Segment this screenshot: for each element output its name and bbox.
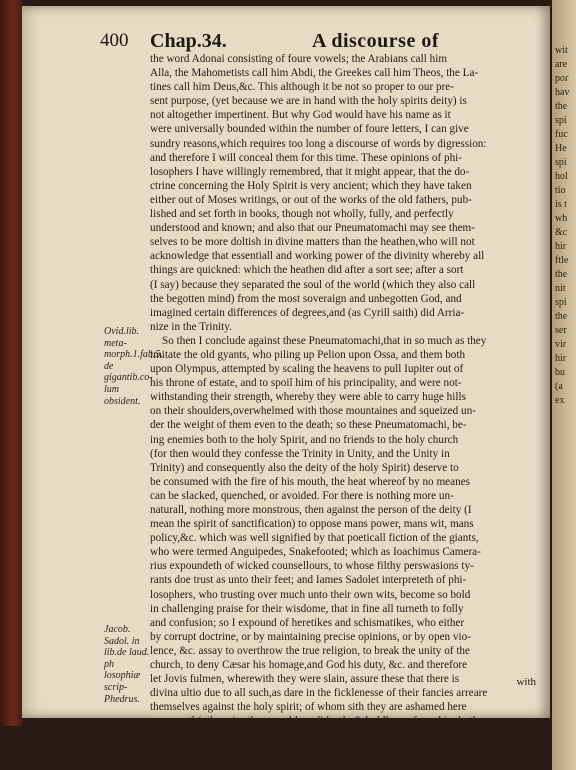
- text-line: acknowledge that essentiall and working power of the divinity whereby all: [150, 250, 485, 263]
- text-line: der the weight of them even to the death; so these Pneumatomachi, be-: [150, 419, 467, 432]
- text-line: Trinity) and consequently also the deity of the holy Spirit) deserve to: [150, 461, 459, 474]
- facing-page-fragment: is t: [555, 199, 567, 210]
- text-line: upon earth(otherwise they would confidently & boldly confesse him both: [150, 715, 479, 728]
- facing-page-fragment: spi: [555, 297, 567, 308]
- text-line: sundry reasons,which requires too long a discourse of words by digression:: [150, 137, 487, 150]
- facing-page-fragment: are: [555, 59, 568, 70]
- text-line: mean the spirit of sanctification) to oppose mans power, mans wit, mans: [150, 518, 474, 531]
- catchword: with: [516, 676, 536, 688]
- text-line: either out of Moses writings, or out of the works of the old fathers, pub-: [150, 193, 472, 206]
- facing-page-fragment: por: [555, 73, 569, 84]
- text-line: selves to be more doltish in divine matters than the heathen,who will not: [150, 236, 475, 249]
- text-line: not altogether impertinent. But why God would have his name as it: [150, 109, 451, 122]
- book-binding: [0, 0, 22, 726]
- facing-page-fragment: the: [555, 101, 568, 112]
- body-text: [150, 52, 536, 729]
- facing-page-fragment: fuc: [555, 129, 568, 140]
- text-line: lished and set forth in books, though not wholly, fully, and perfectly: [150, 208, 454, 221]
- text-line: divina ultio due to all such,as dare in the ficklenesse of their fancies arreare: [150, 687, 488, 700]
- facing-page-fragment: He: [555, 143, 567, 154]
- text-line: and confusion; so I expound of heretikes and schismatikes, who either: [150, 616, 465, 629]
- chapter-heading: Chap.34.: [150, 30, 227, 52]
- text-line: rius expoundeth of wicked counsellours, to whose filthy perswasions ty-: [150, 560, 474, 573]
- facing-page-fragment: spi: [555, 115, 567, 126]
- marginal-note: Ovid.lib. meta- morph.1.fab.5. de gigantib.co- lum obsident.: [104, 326, 163, 407]
- text-line: lence, &c. assay to overthrow the true religion, to break the unity of the: [150, 644, 470, 657]
- facing-page-fragment: vir: [555, 339, 567, 350]
- facing-page-edge: [552, 0, 576, 770]
- facing-page-fragment: bu: [555, 367, 565, 378]
- text-line: (I say) because they separated the soul of the world (which they also call: [150, 278, 476, 291]
- facing-page-fragment: &c: [555, 227, 568, 238]
- facing-page-fragment: the: [555, 311, 568, 322]
- text-line: be consumed with the fire of his mouth, the heat whereof by no meanes: [150, 475, 470, 488]
- text-line: on their shoulders,overwhelmed with those mountaines and squeized un-: [150, 405, 476, 418]
- text-line: sent purpose, (yet because we are in hand with the holy spirits deity) is: [150, 95, 467, 108]
- facing-page-fragment: spi: [555, 157, 567, 168]
- facing-page-fragment: the: [555, 269, 568, 280]
- text-line: themselves against the holy spirit; of whom sith they are ashamed here: [150, 701, 467, 714]
- text-line: withstanding their strength, whereby they were able to carry huge hills: [150, 391, 466, 404]
- text-line: losophers, who trusting over much unto their own wits, become so bold: [150, 588, 471, 601]
- text-line: imitate the old gyants, who piling up Pelion upon Ossa, and them both: [150, 348, 466, 361]
- text-line: tines call him Deus,&c. This although it be not so proper to our pre-: [150, 81, 454, 94]
- text-line: So then I conclude against these Pneumatomachi,that in so much as they: [162, 334, 487, 347]
- text-line: church, to deny Cæsar his homage,and God his duty, &c. and therefore: [150, 659, 468, 672]
- facing-page-fragment: ser: [555, 325, 567, 336]
- text-line: who were termed Anguipedes, Snakefooted; which as Ioachimus Camera-: [150, 546, 481, 559]
- text-line: understood and known; and also that our Pneumatomachi may see them-: [150, 222, 475, 235]
- text-line: Alla, the Mahometists call him Abdi, the Greekes call him Theos, the La-: [150, 67, 479, 80]
- facing-page-fragment: ftle: [555, 255, 569, 266]
- text-line: imagined certain differences of degrees,and (as Cyrill saith) did Arria-: [150, 306, 465, 319]
- text-line: the word Adonai consisting of foure vowels; the Arabians call him: [150, 53, 448, 65]
- facing-page-fragment: hav: [555, 87, 570, 98]
- facing-page-fragment: ex: [555, 395, 565, 406]
- facing-page-fragment: hir: [555, 353, 567, 364]
- running-title: A discourse of: [312, 30, 439, 52]
- facing-page-fragment: hol: [555, 171, 568, 182]
- text-line: nize in the Trinity.: [150, 320, 232, 333]
- text-line: in challenging praise for their wisdome, that in fine all turneth to folly: [150, 602, 464, 615]
- text-line: his throne of estate, and to spoil him of his principality, and were not-: [150, 377, 462, 390]
- text-line: upon Olympus, attempted by scaling the heavens to pull Iupiter out of: [150, 363, 464, 376]
- facing-page-fragment: nit: [555, 283, 566, 294]
- text-line: can be slacked, quenched, or avoided. For there is nothing more un-: [150, 489, 454, 502]
- text-line: by corrupt doctrine, or by maintaining precise opinions, or by open vio-: [150, 630, 471, 643]
- facing-page-fragment: wh: [555, 213, 568, 224]
- page-number: 400: [100, 30, 129, 51]
- text-line: naturall, nothing more monstrous, then against the person of the deity (I: [150, 504, 472, 516]
- text-line: ctrine concerning the Holy Spirit is very ancient; which they have taken: [150, 179, 472, 192]
- text-line: losophers I have willingly remembred, that it might appear, that the do-: [150, 165, 470, 178]
- facing-page-fragment: wit: [555, 45, 568, 56]
- text-line: (for then would they confesse the Trinity in Unity, and the Unity in: [150, 447, 450, 460]
- text-line: rants doe trust as unto their feet; and Iames Sadolet interpreteth of phi-: [150, 574, 467, 587]
- marginal-note: Jacob. Sadol. in lib.de laud. ph losophiæ scrip- Phedrus.: [104, 624, 150, 705]
- facing-page-fragment: (a: [555, 381, 563, 392]
- page-header: [100, 30, 546, 54]
- text-line: and therefore I will conceal them for this time. These opinions of phi-: [150, 151, 463, 164]
- text-line: were universally bounded within the number of foure letters, I can give: [150, 123, 469, 136]
- text-line: ing enemies both to the holy Spirit, and no friends to the holy church: [150, 433, 459, 446]
- text-line: the begotten mind) from the most soveraign and unbegotten God, and: [150, 292, 462, 305]
- facing-page-fragment: hir: [555, 241, 567, 252]
- text-line: policy,&c. which was well signified by that poeticall fiction of the giants,: [150, 532, 479, 545]
- text-line: things are quickned: which the heathen did after a sort see; after a sort: [150, 264, 464, 277]
- text-line: let Jovis fulmen, wherewith they were slain, assure these that there is: [150, 673, 460, 686]
- facing-page-fragment: tio: [555, 185, 566, 196]
